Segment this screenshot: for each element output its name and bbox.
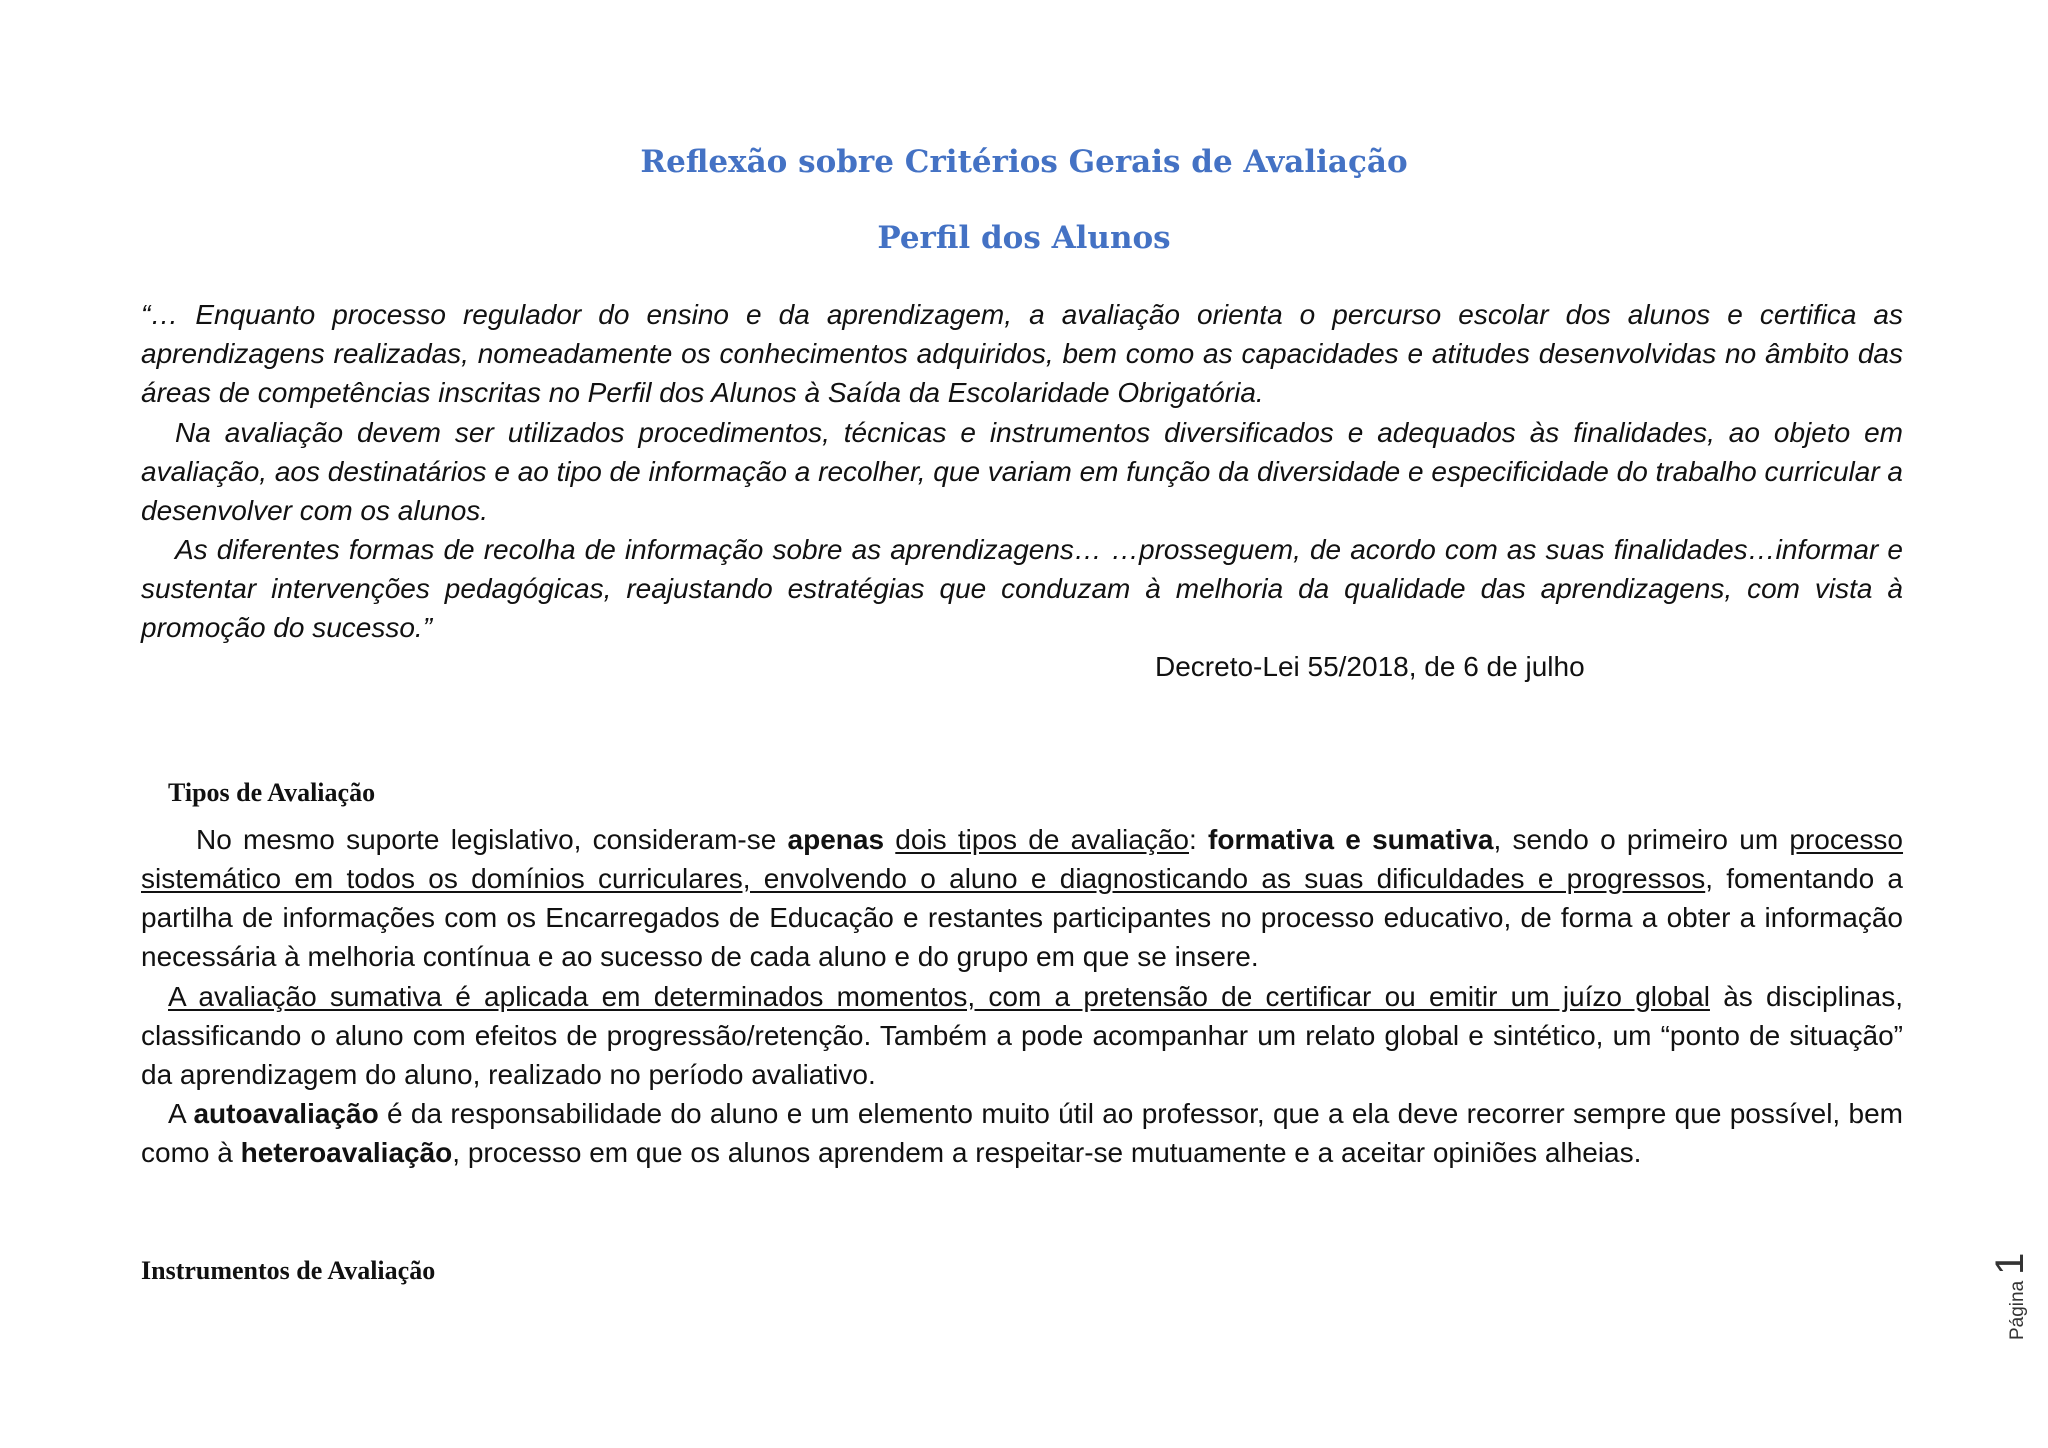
quote-source: Decreto-Lei 55/2018, de 6 de julho xyxy=(1155,651,1585,682)
text-span: : xyxy=(1188,824,1209,855)
text-span: , fomentando a partilha de informações com os Encarregados de Educação e restantes participantes no processo educativo, de forma a obter a informação necessária à melhoria contínua e ao sucesso de cada aluno e do grupo em que se insere. xyxy=(141,863,1903,972)
text-span: , processo em que os alunos aprendem a respeitar-se mutuamente e a aceitar opiniões alheias. xyxy=(452,1137,1642,1168)
emphasis-heteroavaliacao: heteroavaliação xyxy=(240,1137,453,1168)
quote-paragraph-2: Na avaliação devem ser utilizados procedimentos, técnicas e instrumentos diversificados e adequados às finalidades, ao objeto em avaliação, aos destinatários e ao tipo de informação a recolher, que variam em função da diversidade e especificidade do trabalho curricular a desenvolver com os alunos. xyxy=(141,417,1903,526)
quote-paragraph-3: As diferentes formas de recolha de informação sobre as aprendizagens… …prosseguem, de acordo com as suas finalidades…informar e sustentar intervenções pedagógicas, reajustando estratégias que conduzam à melhoria da qualidade das aprendizagens, com vista à promoção do sucesso.” xyxy=(141,534,1903,643)
section-heading-tipos: Tipos de Avaliação xyxy=(168,778,376,807)
section-heading-instrumentos: Instrumentos de Avaliação xyxy=(141,1256,436,1285)
document-subtitle: Perfil dos Alunos xyxy=(877,220,1171,256)
emphasis-formativa-sumativa: formativa e sumativa xyxy=(1208,824,1494,855)
page-number xyxy=(1988,1235,2034,1340)
emphasis-apenas: apenas xyxy=(787,824,885,855)
text-span: No mesmo suporte legislativo, consideram-se xyxy=(196,824,788,855)
document-title: Reflexão sobre Critérios Gerais de Avaliação xyxy=(640,144,1408,180)
page-number-value: 1 xyxy=(1988,1252,2032,1275)
section1-paragraph-1 xyxy=(141,820,1903,976)
text-span: às disciplinas, classificando o aluno com efeitos de progressão/retenção. Também a pode acompanhar um relato global e sintético, um “ponto de situação” da aprendizagem do aluno, realizado no período avaliativo. xyxy=(141,981,1903,1090)
section1-paragraph-3 xyxy=(141,1094,1903,1172)
text-span xyxy=(884,824,895,855)
section1-paragraph-2 xyxy=(141,977,1903,1094)
text-span: é da responsabilidade do aluno e um elemento muito útil ao professor, que a ela deve recorrer sempre que possível, bem como à xyxy=(141,1098,1904,1168)
page-label: Página xyxy=(2007,1280,2028,1340)
text-span: , sendo o primeiro um xyxy=(1493,824,1790,855)
emphasis-autoavaliacao: autoavaliação xyxy=(193,1098,379,1129)
quote-paragraph-1: “… Enquanto processo regulador do ensino e da aprendizagem, a avaliação orienta o percurso escolar dos alunos e certifica as aprendizagens realizadas, nomeadamente os conhecimentos adquiridos, bem como as capacidades e atitudes desenvolvidas no âmbito das áreas de competências inscritas no Perfil dos Alunos à Saída da Escolaridade Obrigatória. xyxy=(141,299,1903,408)
underlined-processo-sistematico: processo sistemático em todos os domínios curriculares, envolvendo o aluno e diagnosticando as suas dificuldades e progressos xyxy=(141,824,1904,894)
underlined-dois-tipos: dois tipos de avaliação xyxy=(895,824,1189,855)
text-span: A xyxy=(168,1098,194,1129)
underlined-avaliacao-sumativa: A avaliação sumativa é aplicada em determinados momentos, com a pretensão de certificar ou emitir um juízo global xyxy=(168,981,1710,1012)
